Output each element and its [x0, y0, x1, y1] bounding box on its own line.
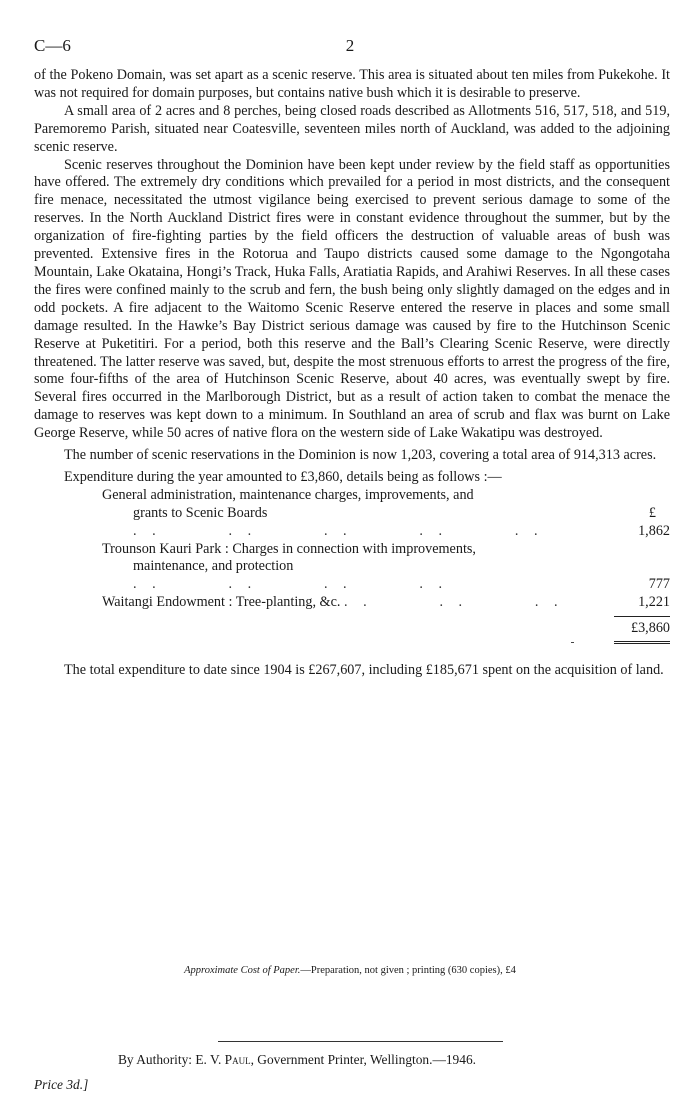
expenditure-table [34, 487, 670, 648]
imprint-tail: , Government Printer, Wellington.—1946. [250, 1052, 476, 1067]
expenditure-item-label: General administration, maintenance charges, improvements, and [102, 486, 474, 503]
page-number: 2 [345, 36, 355, 55]
currency-header: £ [648, 504, 656, 521]
expenditure-amount: 1,221 [638, 594, 670, 611]
main-text [34, 67, 670, 680]
cost-note-label: Approximate Cost of Paper. [184, 965, 301, 976]
total-double-rule [614, 641, 670, 644]
printer-name: Paul [224, 1052, 251, 1067]
expenditure-item-label: Trounson Kauri Park : Charges in connection with improvements, [102, 540, 476, 557]
paragraph-total-expenditure: The total expenditure to date since 1904 is £267,607, including £185,671 spent on the acquisition of land. [64, 662, 664, 679]
expenditure-row [34, 541, 670, 595]
expenditure-item-label-cont: grants to Scenic Boards [133, 504, 268, 521]
imprint-lead: By Authority: E. V. [118, 1052, 225, 1067]
paragraph-expenditure-intro: Expenditure during the year amounted to £3,860, details being as follows :— [64, 468, 502, 485]
expenditure-total: £3,860 [630, 620, 670, 637]
expenditure-item-label: Waitangi Endowment : Tree-planting, &c. [102, 594, 341, 611]
printer-imprint [118, 1052, 476, 1068]
cost-of-paper-note [0, 965, 700, 976]
paragraph-paremoremo: A small area of 2 acres and 8 perches, being closed roads described as Allotments 516, 517, 518, and 519, Paremoremo Parish, situated near Coatesville, seventeen miles north of Auckland, was added to the adjoining scenic reserve. [34, 102, 670, 155]
expenditure-row [34, 487, 670, 541]
paragraph-fires: Scenic reserves throughout the Dominion have been kept under review by the field staff as opportunities have offered. The extremely dry conditions which prevailed for a period in most districts, and the consequent fire menace, necessitated the utmost vigilance being exercised to prevent serious damage to some of the reserves. In the North Auckland District fires were in constant evidence throughout the summer, but by the organization of fire-fighting parties by the field officers the destruction of valuable areas of bush was prevented. Extensive fires in the Rotorua and Taupo districts caused some damage to the Ngongotaha Mountain, Lake Okataina, Hongi’s Track, Huka Falls, Aratiatia Rapids, and Arahiwi Reserves. In all these cases the fires were confined mainly to the scrub and fern, the bush being only slightly damaged on the edges and in odd pockets. A fire adjacent to the Waitomo Scenic Reserve entered the reserve in places and some small damage resulted. In the Hawke’s Bay District serious damage was caused by fire to the Hutchinson Scenic Reserve at Puketitiri. For a period, both this reserve and the Ball’s Clearing Scenic Reserve, were directly threatened. The latter reserve was saved, but, despite the most strenuous efforts to arrest the progress of the fire, some four-fifths of the area of Hutchinson Scenic Reserve, about 40 acres, was eventually swept by fire. Several fires occurred in the Marlborough District, but as a result of action taken to combat the menace the damage to reserves was kept down to a minimum. In Southland an area of scrub and flax was burnt on Lake George Reserve, while 50 acres of native flora on the western side of Lake Wakatipu was destroyed. [34, 156, 670, 442]
sum-rule [614, 616, 670, 617]
price-note: Price 3d.] [34, 1077, 89, 1092]
stray-mark [571, 642, 574, 643]
imprint-rule [218, 1041, 503, 1042]
cost-note-text: —Preparation, not given ; printing (630 copies), £4 [300, 965, 516, 976]
document-code: C—6 [34, 36, 71, 55]
expenditure-row [34, 594, 670, 612]
expenditure-amount: 777 [648, 576, 670, 593]
expenditure-item-label-cont: maintenance, and protection [133, 558, 294, 575]
expenditure-amount: 1,862 [638, 522, 670, 539]
paragraph-pokeno: of the Pokeno Domain, was set apart as a scenic reserve. This area is situated about ten miles from Pukekohe. It was not required for domain purposes, but contains native bush which it is desirable to preserve. [34, 67, 670, 101]
leader-dots: . . . . . . [343, 594, 564, 611]
paragraph-reservations: The number of scenic reservations in the Dominion is now 1,203, covering a total area of 914,313 acres. [64, 447, 657, 464]
leader-dots: . . . . . . . . [133, 576, 449, 593]
expenditure-total-block [34, 612, 670, 648]
leader-dots: . . . . . . . . . . [133, 522, 544, 539]
